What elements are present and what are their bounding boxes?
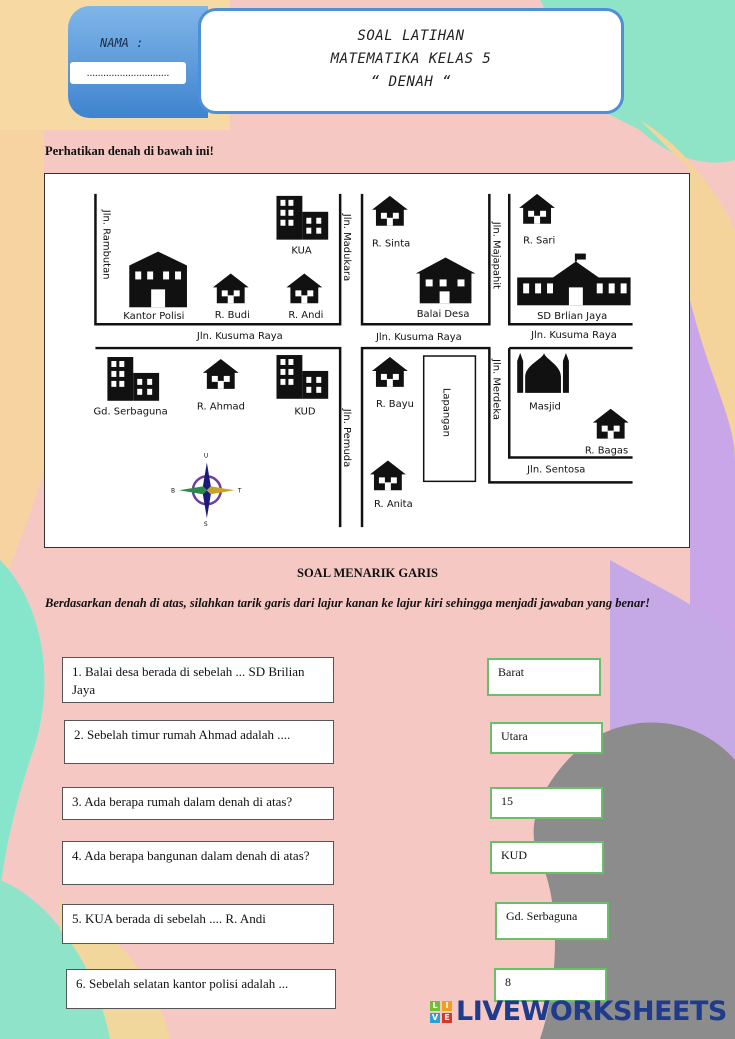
map-instruction: Perhatikan denah di bawah ini! [45,144,214,158]
school-label: SD Brlian Jaya [537,311,608,323]
village-hall-label: Balai Desa [416,309,470,321]
svg-text:B: B [171,487,176,495]
answer-5[interactable]: Gd. Serbaguna [495,902,609,940]
name-input[interactable]: .............................. [70,62,186,84]
school-icon [517,254,630,306]
answer-3[interactable]: 15 [490,787,603,819]
house-anita-icon [370,460,406,490]
street-kusuma-mid-label: Jln. Kusuma Raya [375,332,462,344]
question-4[interactable]: 4. Ada berapa bangunan dalam denah di atas? [62,841,334,885]
house-andi-label: R. Andi [288,310,324,322]
house-sari-icon [519,194,555,224]
question-6[interactable]: 6. Sebelah selatan kantor polisi adalah ... [66,969,336,1009]
street-madukara-label: Jln. Madukara [341,213,353,282]
answer-2[interactable]: Utara [490,722,603,754]
section-title: SOAL MENARIK GARIS [297,566,438,580]
logo-text: LIVEWORKSHEETS [456,996,727,1027]
house-bagas-label: R. Bagas [584,445,629,457]
street-pemuda-label: Jln. Pemuda [341,408,353,468]
svg-text:T: T [237,487,242,495]
police-office-icon [129,252,187,308]
title-line-2: MATEMATIKA KELAS 5 [330,51,492,67]
street-kusuma-left-label: Jln. Kusuma Raya [196,331,283,343]
question-5[interactable]: 5. KUA berada di sebelah .... R. Andi [62,904,334,944]
worksheet-title [198,8,624,114]
mosque-icon [517,353,569,393]
house-bayu-icon [372,357,408,387]
title-line-1: SOAL LATIHAN [357,28,465,44]
house-anita-label: R. Anita [373,499,413,511]
svg-text:S: S [203,521,208,529]
house-sinta-icon [372,196,408,226]
answer-6[interactable]: 8 [494,968,607,1002]
name-label: NAMA : [100,36,144,50]
answer-1[interactable]: Barat [487,658,601,696]
house-ahmad-icon [203,359,239,389]
house-ahmad-label: R. Ahmad [196,401,245,413]
kud-label: KUD [294,406,316,418]
compass-rose-icon [171,452,242,528]
question-1[interactable]: 1. Balai desa berada di sebelah ... SD Brilian Jaya [62,657,334,703]
kua-label: KUA [291,245,312,257]
house-bayu-label: R. Bayu [375,398,414,410]
kua-building-icon [276,196,328,240]
house-bagas-icon [593,409,629,439]
house-andi-icon [286,273,322,303]
street-merdeka-label: Jln. Merdeka [490,359,502,421]
police-office-label: Kantor Polisi [123,311,185,323]
multipurpose-hall-icon [107,357,159,401]
house-sinta-label: R. Sinta [371,238,411,250]
street-rambutan-label: Jln. Rambutan [100,209,112,280]
title-line-3: “ DENAH “ [370,74,452,90]
answer-4[interactable]: KUD [490,841,604,874]
village-hall-icon [416,258,476,304]
house-budi-label: R. Budi [214,310,250,322]
question-3[interactable]: 3. Ada berapa rumah dalam denah di atas? [62,787,334,820]
svg-text:U: U [203,452,209,460]
logo-grid-icon: L I V E [430,1001,452,1023]
village-map [44,173,690,548]
directions-text: Berdasarkan denah di atas, silahkan tarik garis dari lajur kanan ke lajur kiri sehingga menjadi jawaban yang benar! [45,596,650,610]
multipurpose-hall-label: Gd. Serbaguna [93,406,168,418]
map-drawing [45,174,689,547]
street-kusuma-right-label: Jln. Kusuma Raya [531,330,617,342]
field-label: Lapangan [440,387,452,437]
question-2[interactable]: 2. Sebelah timur rumah Ahmad adalah .... [64,720,334,764]
mosque-label: Masjid [529,401,561,413]
liveworksheets-logo [430,996,727,1027]
street-sentosa-label: Jln. Sentosa [527,464,586,476]
house-sari-label: R. Sari [523,235,556,247]
house-budi-icon [213,273,249,303]
kud-building-icon [276,355,328,399]
street-majapahit-label: Jln. Majapahit [490,221,502,289]
